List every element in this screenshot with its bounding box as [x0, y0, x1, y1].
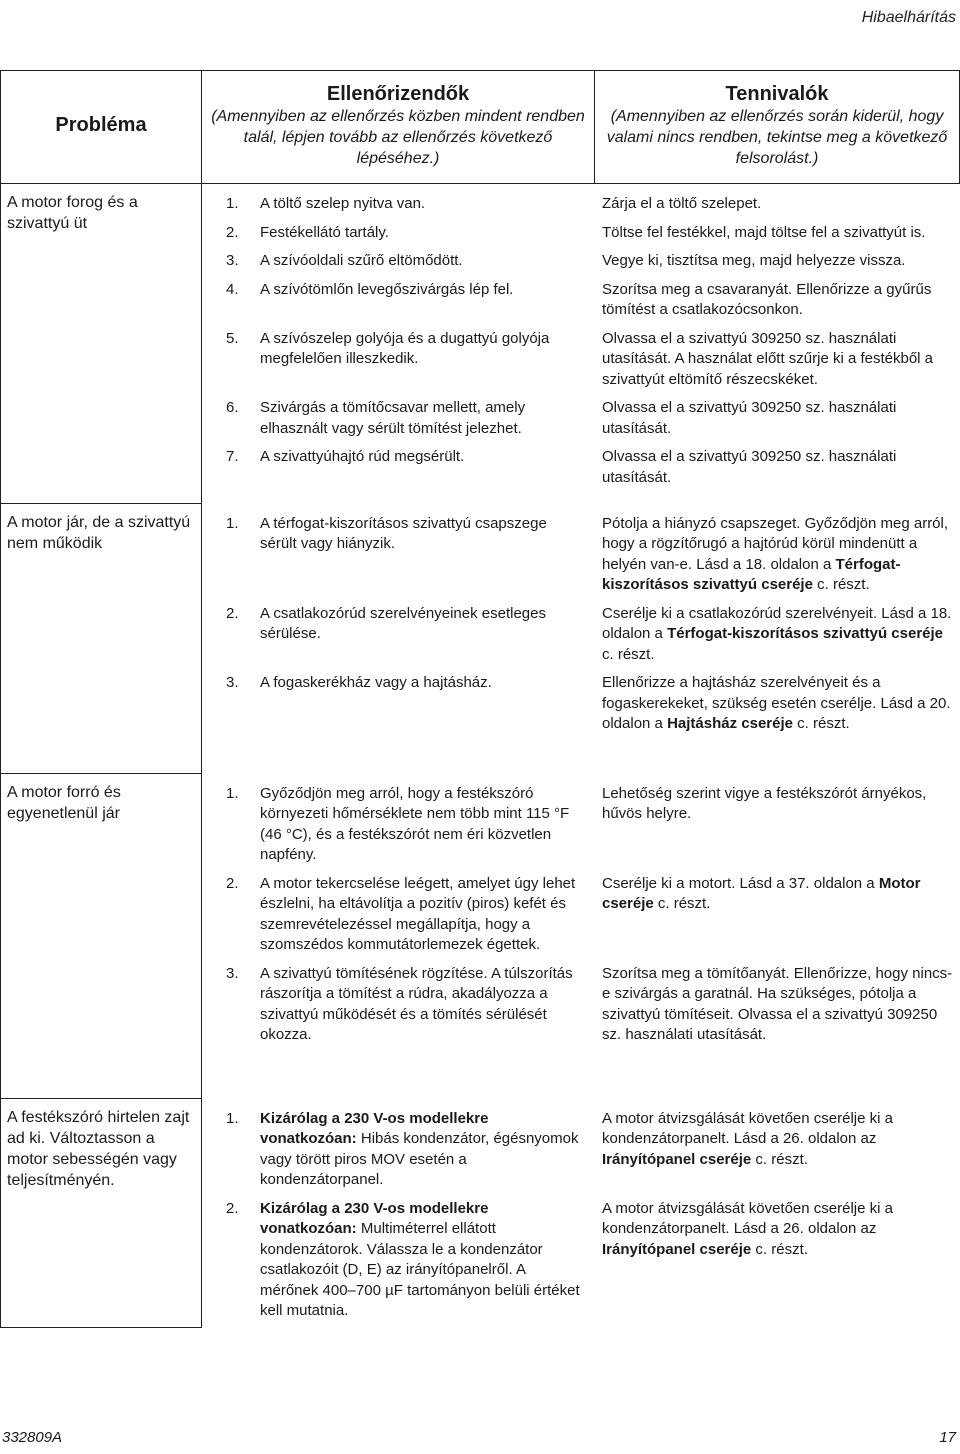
action-text: Zárja el a töltő szelepet. [602, 195, 762, 212]
table-header-row [1, 71, 960, 184]
check-text: A szívószelep golyója és a dugattyú golyója megfelelően illeszkedik. [260, 329, 550, 367]
table-row [202, 962, 960, 1052]
troubleshooting-table [0, 70, 960, 1328]
table-row [202, 671, 960, 741]
page-number: 17 [939, 1428, 956, 1446]
action-text: Vegye ki, tisztítsa meg, majd helyezze vissza. [602, 252, 906, 269]
action-text: Szorítsa meg a tömítőanyát. Ellenőrizze, hogy nincs-e szivárgás a garatnál. Ha szükséges, pótolja a szivattyú tömítéseit. Olvassa el a szivattyú 309250 sz. használati utasítását. [602, 964, 953, 1043]
header-checks [202, 71, 595, 184]
check-text: A szívóoldali szűrő eltömődött. [260, 252, 463, 269]
check-text: A szívótömlőn levegőszivárgás lép fel. [260, 280, 514, 298]
header-actions-note: (Amennyiben az ellenőrzés során kiderül, hogy valami nincs rendben, tekintse meg a következő felsorolást.) [606, 107, 948, 167]
check-text: A fogaskerékház vagy a hajtásház. [260, 674, 492, 691]
action-text: Olvassa el a szivattyú 309250 sz. használati utasítását. A használat előtt szűrje ki a festékből a szivattyút eltömítő részecskéket. [602, 329, 934, 388]
table-row [202, 872, 960, 962]
table-row [202, 445, 960, 494]
header-actions-title: Tennivalók [725, 82, 829, 105]
header-problem [1, 71, 202, 184]
check-text: Győződjön meg arról, hogy a festékszóró környezeti hőmérséklete nem több mint 115 °F (46 °C), és a festékszórót nem éri közvetlen napfény. [260, 784, 570, 863]
section-reference: Térfogat-kiszorításos szivattyú cseréje [667, 625, 944, 642]
step-number: 1. [226, 784, 239, 802]
table-row [202, 249, 960, 278]
action-text: Olvassa el a szivattyú 309250 sz. használati utasítását. [602, 448, 897, 486]
check-text: A szivattyúhajtó rúd megsérült. [260, 448, 465, 465]
section-reference: Hajtásház cseréje [667, 715, 793, 732]
action-text: Pótolja a hiányzó csapszeget. Győződjön meg arról, hogy a rögzítőrugó a hajtórúd körül mindenütt a helyén van-e. Lásd a 18. oldalon a Térfogat-kiszorításos szivattyú cseréje c. részt. [602, 514, 949, 593]
table-row [202, 221, 960, 250]
problem-cell: A festékszóró hirtelen zajt ad ki. Változtasson a motor sebességén vagy teljesítményén. [1, 1099, 202, 1328]
check-text: A szivattyú tömítésének rögzítése. A túlszorítás rászorítja a tömítést a rúdra, akadályozza a szivattyú működését és a tömítés sérülését okozza. [260, 964, 573, 1043]
step-number: 7. [226, 448, 239, 465]
header-checks-title: Ellenőrizendők [326, 82, 470, 105]
step-number: 1. [226, 514, 239, 532]
section-reference: Térfogat-kiszorításos szivattyú cseréje [602, 555, 901, 593]
check-text: A motor tekercselése leégett, amelyet úgy lehet észlelni, ha eltávolítja a pozitív (piros) kefét és szemrevételezéssel megállapítja, hogy a szomszédos kommutátorlemezek égettek. [260, 874, 576, 953]
table-row [202, 1099, 960, 1197]
section-reference: Irányítópanel cseréje [602, 1240, 752, 1258]
step-number: 1. [226, 195, 239, 212]
section-reference: Motor cseréje [602, 874, 921, 912]
action-text: Olvassa el a szivattyú 309250 sz. használati utasítását. [602, 399, 897, 437]
problem-group [1, 1099, 960, 1328]
step-number: 2. [226, 223, 239, 241]
action-text: Cserélje ki a motort. Lásd a 37. oldalon a Motor cseréje c. részt. [602, 874, 921, 912]
table-row [202, 278, 960, 327]
problem-cell: A motor forró és egyenetlenül jár [1, 774, 202, 1099]
problem-group [1, 504, 960, 774]
check-text: Kizárólag a 230 V-os modellekre vonatkozóan: Hibás kondenzátor, égésnyomok vagy törött piros MOV esetén a kondenzátorpanel. [260, 1109, 579, 1188]
table-row [202, 327, 960, 397]
step-number: 6. [226, 399, 239, 416]
action-text: Ellenőrizze a hajtásház szerelvényeit és a fogaskerekeket, szükség esetén cserélje. Lásd a 20. oldalon a Hajtásház cseréje c. részt. [602, 674, 951, 732]
check-text: Kizárólag a 230 V-os modellekre vonatkozóan: Multiméterrel ellátott kondenzátorok. Válassza le a kondenzátor csatlakozóit (D, E) az irányítópanelről. A mérőnek 400–700 µF tartományon belüli értéket kell mutatnia. [260, 1199, 580, 1319]
problem-cell: A motor jár, de a szivattyú nem működik [1, 504, 202, 774]
step-number: 4. [226, 280, 239, 298]
step-number: 5. [226, 329, 239, 347]
step-number: 2. [226, 1199, 239, 1217]
action-text: A motor átvizsgálását követően cserélje ki a kondenzátorpanelt. Lásd a 26. oldalon az Irányítópanel cseréje c. részt. [602, 1199, 893, 1258]
action-text: Lehetőség szerint vigye a festékszórót árnyékos, hűvös helyre. [602, 784, 927, 822]
table-row [202, 504, 960, 602]
problem-group [1, 774, 960, 1099]
step-number: 3. [226, 964, 239, 982]
step-number: 2. [226, 874, 239, 892]
table-row [202, 396, 960, 445]
step-number: 3. [226, 674, 239, 691]
header-checks-note: (Amennyiben az ellenőrzés közben mindent rendben talál, lépjen tovább az ellenőrzés következő lépéséhez.) [211, 107, 585, 167]
header-problem-title: Probléma [55, 114, 147, 136]
table-row [202, 774, 960, 872]
problem-cell: A motor forog és a szivattyú üt [1, 184, 202, 504]
step-number: 3. [226, 252, 239, 269]
action-text: Szorítsa meg a csavaranyát. Ellenőrizze a gyűrűs tömítést a csatlakozócsonkon. [602, 280, 932, 318]
action-text: Cserélje ki a csatlakozórúd szerelvényeit. Lásd a 18. oldalon a Térfogat-kiszorításos szivattyú cseréje c. részt. [602, 604, 952, 663]
action-text: A motor átvizsgálását követően cserélje ki a kondenzátorpanelt. Lásd a 26. oldalon az Irányítópanel cseréje c. részt. [602, 1109, 893, 1168]
table-row [202, 1197, 960, 1328]
document-number: 332809A [2, 1428, 63, 1446]
action-text: Töltse fel festékkel, majd töltse fel a szivattyút is. [602, 223, 926, 241]
check-text: A csatlakozórúd szerelvényeinek esetleges sérülése. [260, 604, 546, 642]
check-text: Szivárgás a tömítőcsavar mellett, amely elhasznált vagy sérült tömítést jelezhet. [260, 399, 526, 437]
problem-group [1, 184, 960, 504]
step-number: 2. [226, 604, 239, 622]
table-row [202, 184, 960, 221]
table-row [202, 602, 960, 672]
section-reference: Irányítópanel cseréje [602, 1150, 752, 1168]
header-actions [595, 71, 960, 184]
check-text: A töltő szelep nyitva van. [260, 195, 426, 212]
check-text: Festékellátó tartály. [260, 223, 389, 241]
section-title: Hibaelhárítás [861, 9, 956, 26]
check-text: A térfogat-kiszorításos szivattyú csapszege sérült vagy hiányzik. [260, 514, 547, 552]
step-number: 1. [226, 1109, 239, 1127]
